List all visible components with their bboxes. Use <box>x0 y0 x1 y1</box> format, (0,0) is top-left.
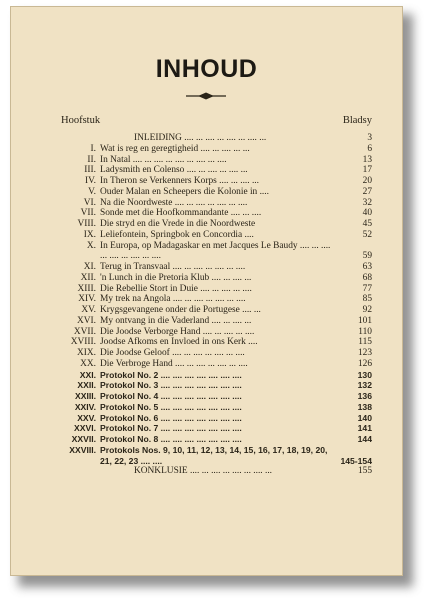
chapter-number: XXI. <box>79 369 96 380</box>
page-number: 40 <box>362 208 372 219</box>
chapter-title: Wat is reg en geregtigheid .... ... .... ... ... <box>100 143 250 154</box>
page-number: 77 <box>362 283 372 294</box>
page-number: 59 <box>362 251 372 262</box>
page-number: 144 <box>357 434 372 444</box>
chapter-number: XXII. <box>77 380 96 391</box>
chapter-number: VIII. <box>77 219 96 229</box>
chapter-number: XXVII. <box>71 434 96 444</box>
toc-row <box>56 391 372 402</box>
page-number: 3 <box>367 133 372 143</box>
chapter-number: VII. <box>80 208 96 219</box>
ornament-icon <box>184 91 228 101</box>
chapter-number: V. <box>88 186 96 197</box>
chapter-title: Die Rebellie Stort in Duie .... ... .... ... .... <box>100 283 252 294</box>
toc-row <box>56 219 372 230</box>
chapter-title: Protokols Nos. 9, 10, 11, 12, 13, 14, 15, 16, 17, 18, 19, 20, 21, 22, 23 .... .... <box>100 444 328 466</box>
chapter-number: XV. <box>81 305 96 315</box>
toc-row <box>56 327 372 338</box>
page-number: 20 <box>362 176 372 186</box>
toc-row <box>56 176 372 187</box>
toc-row <box>56 434 372 445</box>
page-number: 140 <box>357 412 372 423</box>
page-number: 132 <box>357 380 372 391</box>
chapter-number: XIII. <box>77 283 96 294</box>
chapter-title: Joodse Afkoms en Invloed in ons Kerk .... <box>100 337 258 348</box>
chapter-number: XXIII. <box>74 391 96 401</box>
chapter-number: XIX. <box>76 348 96 358</box>
page-number: 130 <box>357 369 372 380</box>
chapter-title: Protokol No. 3 .... .... .... .... .... .... .... <box>100 380 242 391</box>
toc-row <box>56 187 372 198</box>
chapter-title: My trek na Angola .... ... .... ... .... ... .... <box>100 294 246 305</box>
page-number: 52 <box>362 229 372 240</box>
toc-row <box>56 230 372 241</box>
chapter-title: Ladysmith en Colenso .... ... .... ... .... ... <box>100 165 248 176</box>
page-title: INHOUD <box>155 55 258 83</box>
chapter-title: Protokol No. 4 .... .... .... .... .... .... .... <box>100 391 242 401</box>
page-number: 13 <box>362 154 372 165</box>
chapter-title: Protokol No. 8 .... .... .... .... .... .... .... <box>100 434 242 444</box>
chapter-title: Na die Noordweste .... ... .... ... .... ... .... <box>100 197 248 208</box>
toc-row <box>56 133 372 144</box>
chapter-title: Protokol No. 2 .... .... .... .... .... .... .... <box>100 369 242 380</box>
chapter-title: Die Joodse Geloof .... ... .... ... .... ... .... <box>100 348 245 358</box>
page-number: 110 <box>358 326 372 337</box>
page-number: 136 <box>357 391 372 401</box>
chapter-number: I. <box>90 143 96 154</box>
chapter-number: XX. <box>80 358 96 369</box>
chapter-title: 'n Lunch in die Pretoria Klub .... ... .... ... <box>100 272 252 283</box>
toc-row <box>56 294 372 305</box>
page-number: 6 <box>367 143 372 154</box>
chapter-title: Die Verbroge Hand .... ... .... ... .... ... .... <box>100 358 248 369</box>
page-number: 85 <box>362 294 372 305</box>
toc-row <box>56 144 372 155</box>
page-number: 141 <box>357 423 372 434</box>
toc-row <box>56 413 372 424</box>
page-number: 126 <box>357 358 372 369</box>
chapter-number: XXIV. <box>74 401 96 412</box>
chapter-title: Sonde met die Hoofkommandante .... ... .... <box>100 208 262 219</box>
toc-row <box>56 466 372 477</box>
page-number: 32 <box>362 197 372 208</box>
toc-row <box>56 241 372 263</box>
page-number: 145-154 <box>340 455 372 466</box>
page-number: 101 <box>357 315 372 326</box>
column-heading-chapter: Hoofstuk <box>61 115 101 126</box>
toc-row <box>56 348 372 359</box>
chapter-title: Krygsgevangene onder die Portugese .... ... <box>100 305 261 315</box>
toc-row <box>56 423 372 434</box>
chapter-number: XXVIII. <box>69 444 96 455</box>
chapter-title: Protokol No. 6 .... .... .... .... .... .... .... <box>100 412 242 423</box>
chapter-title: Die Joodse Verborge Hand .... ... .... ... .... <box>100 326 255 337</box>
column-heading-page: Bladsy <box>342 115 372 126</box>
chapter-title: Protokol No. 7 .... .... .... .... .... .... .... <box>100 423 242 434</box>
chapter-number: XXV. <box>77 412 96 423</box>
toc-row <box>56 380 372 391</box>
toc-row <box>56 445 372 467</box>
chapter-number: XIV. <box>78 294 96 305</box>
page-number: 138 <box>357 401 372 412</box>
toc-row <box>56 284 372 295</box>
chapter-number: XXVI. <box>74 423 96 434</box>
chapter-number: XII. <box>80 272 96 283</box>
toc-row <box>56 402 372 413</box>
chapter-number: XVIII. <box>70 337 96 348</box>
toc-row <box>56 165 372 176</box>
toc-row <box>56 370 372 381</box>
chapter-title: In Theron se Verkenners Korps .... ... .... ... <box>100 176 259 186</box>
chapter-number: XI. <box>83 262 96 272</box>
toc-row <box>56 262 372 273</box>
toc-row <box>56 273 372 284</box>
chapter-title: In Natal .... ... .... ... .... ... .... ... .... <box>100 154 227 165</box>
chapter-title: Leliefontein, Springbok en Concordia .... <box>100 229 254 240</box>
page-number: 27 <box>362 186 372 197</box>
toc-row <box>56 316 372 327</box>
page-number: 155 <box>357 466 372 477</box>
chapter-title: INLEIDING .... ... .... ... .... ... .... ... <box>134 133 267 143</box>
chapter-number: II. <box>87 154 96 165</box>
chapter-title: Ouder Malan en Scheepers die Kolonie in .... <box>100 186 269 197</box>
chapter-title: My ontvang in die Vaderland .... ... .... ... <box>100 315 252 326</box>
page-number: 92 <box>362 305 372 315</box>
chapter-title: In Europa, op Madagaskar en met Jacques Le Baudy .... ... .... ... .... ... .... ... .... <box>100 240 331 262</box>
page-number: 68 <box>362 272 372 283</box>
table-of-contents <box>56 133 372 477</box>
book-page <box>10 6 403 576</box>
page-number: 63 <box>362 262 372 272</box>
toc-row <box>56 337 372 348</box>
page-number: 115 <box>358 337 372 348</box>
chapter-title: KONKLUSIE .... ... .... ... .... ... .... ... <box>134 466 273 477</box>
chapter-number: XVI. <box>76 315 96 326</box>
page-number: 45 <box>362 219 372 229</box>
page-number: 17 <box>362 165 372 176</box>
chapter-number: IV. <box>84 176 96 186</box>
chapter-number: VI. <box>83 197 96 208</box>
toc-row <box>56 208 372 219</box>
toc-row <box>56 359 372 370</box>
toc-row <box>56 305 372 316</box>
chapter-title: Terug in Transvaal .... ... .... ... .... ... .... <box>100 262 246 272</box>
chapter-number: X. <box>86 240 96 251</box>
chapter-title: Protokol No. 5 .... .... .... .... .... .... .... <box>100 401 242 412</box>
toc-row <box>56 155 372 166</box>
page-number: 123 <box>357 348 372 358</box>
chapter-number: III. <box>84 165 96 176</box>
chapter-number: XVII. <box>73 326 96 337</box>
toc-row <box>56 198 372 209</box>
chapter-title: Die stryd en die Vrede in die Noordweste <box>100 219 256 229</box>
chapter-number: IX. <box>83 229 96 240</box>
